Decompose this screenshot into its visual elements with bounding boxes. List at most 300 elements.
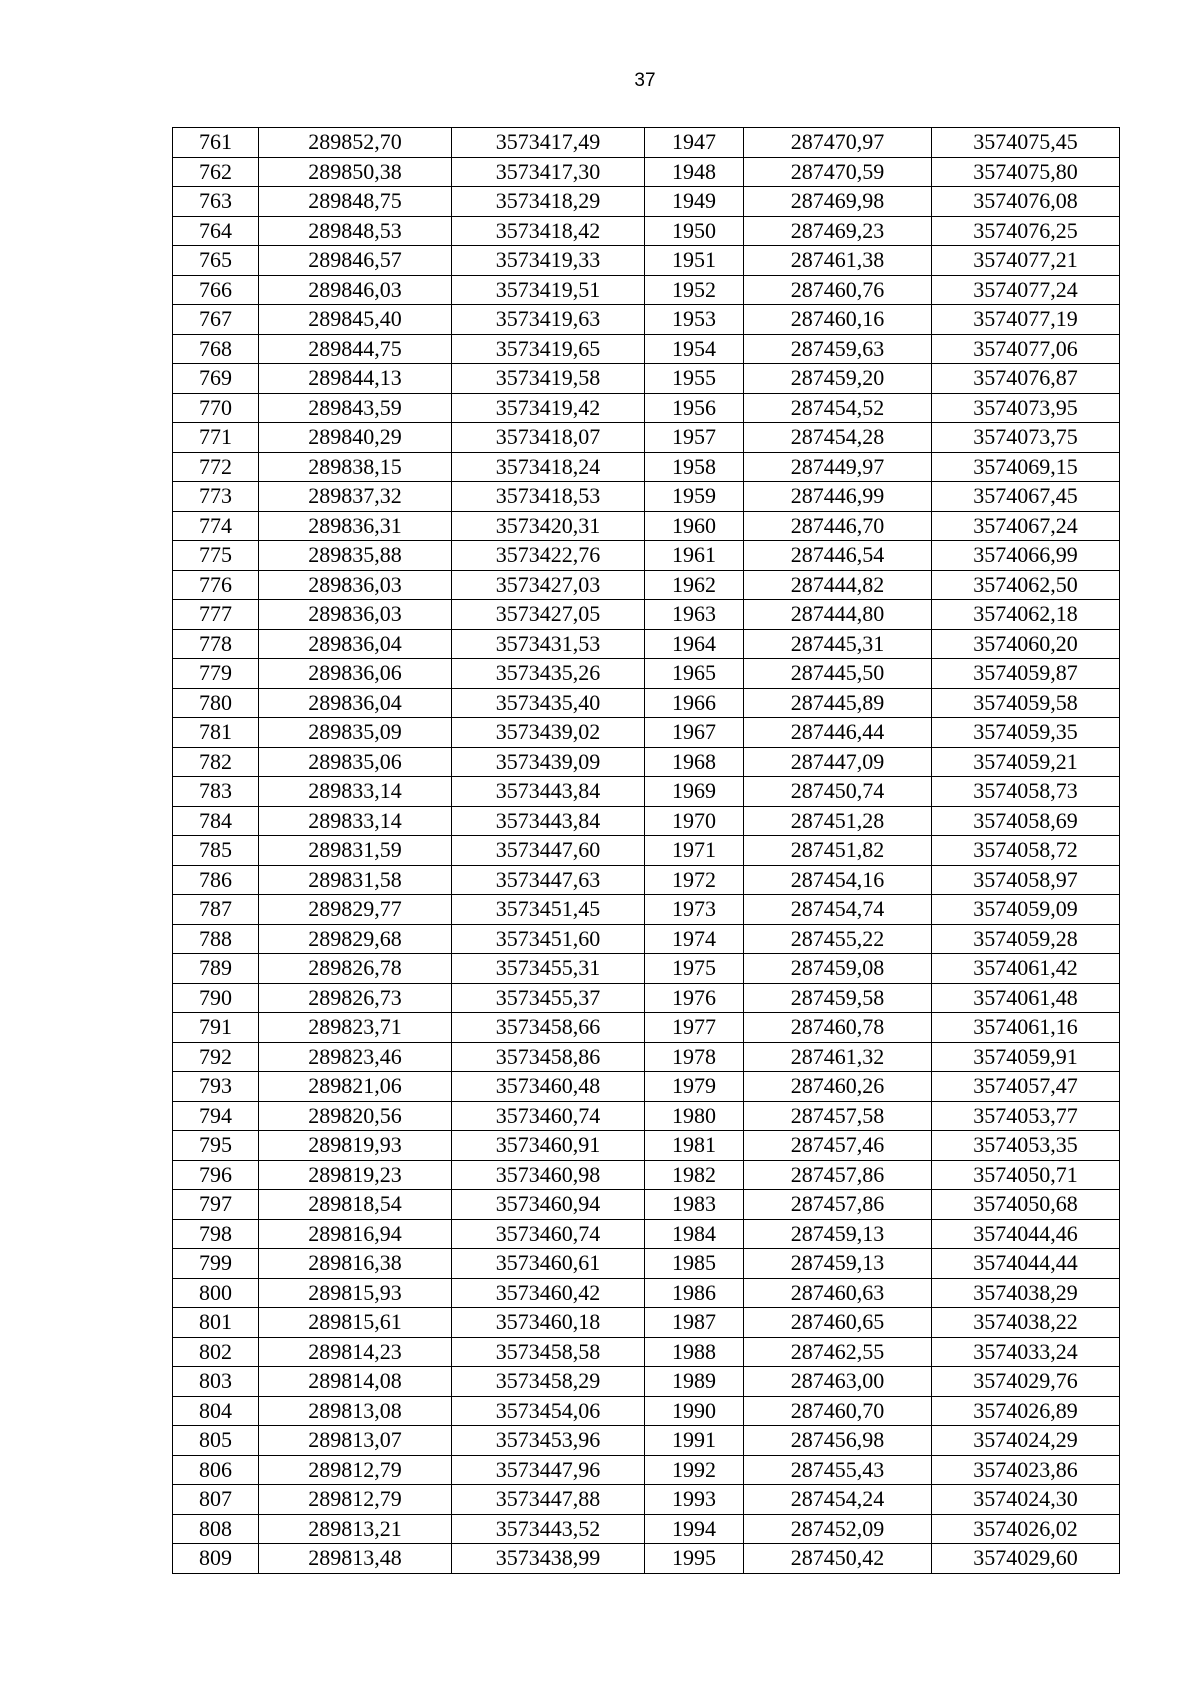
y-coordinate-cell: 3573460,42 <box>452 1278 645 1308</box>
point-number-cell: 796 <box>173 1160 259 1190</box>
x-coordinate-cell: 287460,70 <box>744 1396 932 1426</box>
x-coordinate-cell: 287459,58 <box>744 983 932 1013</box>
x-coordinate-cell: 287460,78 <box>744 1013 932 1043</box>
table-row <box>173 1308 1120 1338</box>
x-coordinate-cell: 289813,08 <box>259 1396 452 1426</box>
x-coordinate-cell: 289816,94 <box>259 1219 452 1249</box>
y-coordinate-cell: 3574066,99 <box>932 541 1120 571</box>
point-number-cell: 805 <box>173 1426 259 1456</box>
y-coordinate-cell: 3574058,69 <box>932 806 1120 836</box>
x-coordinate-cell: 289829,77 <box>259 895 452 925</box>
y-coordinate-cell: 3573460,61 <box>452 1249 645 1279</box>
y-coordinate-cell: 3574075,45 <box>932 128 1120 158</box>
x-coordinate-cell: 287470,59 <box>744 157 932 187</box>
y-coordinate-cell: 3573443,84 <box>452 806 645 836</box>
coordinates-table <box>172 127 1120 1574</box>
x-coordinate-cell: 289846,03 <box>259 275 452 305</box>
point-number-cell: 801 <box>173 1308 259 1338</box>
x-coordinate-cell: 289852,70 <box>259 128 452 158</box>
table-row <box>173 305 1120 335</box>
point-number-cell: 784 <box>173 806 259 836</box>
y-coordinate-cell: 3574044,46 <box>932 1219 1120 1249</box>
point-number-cell: 776 <box>173 570 259 600</box>
point-number-cell: 761 <box>173 128 259 158</box>
x-coordinate-cell: 287457,86 <box>744 1190 932 1220</box>
x-coordinate-cell: 289836,03 <box>259 600 452 630</box>
x-coordinate-cell: 289823,46 <box>259 1042 452 1072</box>
table-row <box>173 1455 1120 1485</box>
y-coordinate-cell: 3573460,18 <box>452 1308 645 1338</box>
table-row <box>173 1072 1120 1102</box>
x-coordinate-cell: 287446,99 <box>744 482 932 512</box>
x-coordinate-cell: 289813,48 <box>259 1544 452 1574</box>
y-coordinate-cell: 3574076,25 <box>932 216 1120 246</box>
y-coordinate-cell: 3574050,68 <box>932 1190 1120 1220</box>
x-coordinate-cell: 287445,50 <box>744 659 932 689</box>
y-coordinate-cell: 3574061,16 <box>932 1013 1120 1043</box>
x-coordinate-cell: 287454,24 <box>744 1485 932 1515</box>
x-coordinate-cell: 287451,82 <box>744 836 932 866</box>
coordinates-table-body <box>173 128 1120 1574</box>
point-number-cell: 783 <box>173 777 259 807</box>
point-number-cell: 803 <box>173 1367 259 1397</box>
point-number-cell: 1974 <box>645 924 744 954</box>
y-coordinate-cell: 3573460,94 <box>452 1190 645 1220</box>
y-coordinate-cell: 3574038,29 <box>932 1278 1120 1308</box>
y-coordinate-cell: 3574057,47 <box>932 1072 1120 1102</box>
x-coordinate-cell: 289821,06 <box>259 1072 452 1102</box>
point-number-cell: 1993 <box>645 1485 744 1515</box>
x-coordinate-cell: 287462,55 <box>744 1337 932 1367</box>
x-coordinate-cell: 289813,21 <box>259 1514 452 1544</box>
x-coordinate-cell: 289815,93 <box>259 1278 452 1308</box>
y-coordinate-cell: 3573458,86 <box>452 1042 645 1072</box>
table-row <box>173 187 1120 217</box>
point-number-cell: 791 <box>173 1013 259 1043</box>
y-coordinate-cell: 3573458,66 <box>452 1013 645 1043</box>
x-coordinate-cell: 289848,75 <box>259 187 452 217</box>
x-coordinate-cell: 289844,13 <box>259 364 452 394</box>
y-coordinate-cell: 3573419,33 <box>452 246 645 276</box>
point-number-cell: 807 <box>173 1485 259 1515</box>
point-number-cell: 800 <box>173 1278 259 1308</box>
point-number-cell: 772 <box>173 452 259 482</box>
point-number-cell: 774 <box>173 511 259 541</box>
point-number-cell: 1955 <box>645 364 744 394</box>
table-row <box>173 983 1120 1013</box>
y-coordinate-cell: 3574026,02 <box>932 1514 1120 1544</box>
y-coordinate-cell: 3574069,15 <box>932 452 1120 482</box>
table-row <box>173 570 1120 600</box>
point-number-cell: 1956 <box>645 393 744 423</box>
x-coordinate-cell: 287446,44 <box>744 718 932 748</box>
point-number-cell: 765 <box>173 246 259 276</box>
x-coordinate-cell: 287463,00 <box>744 1367 932 1397</box>
y-coordinate-cell: 3574059,58 <box>932 688 1120 718</box>
y-coordinate-cell: 3573443,84 <box>452 777 645 807</box>
y-coordinate-cell: 3573427,05 <box>452 600 645 630</box>
y-coordinate-cell: 3574076,87 <box>932 364 1120 394</box>
x-coordinate-cell: 289829,68 <box>259 924 452 954</box>
y-coordinate-cell: 3573419,65 <box>452 334 645 364</box>
table-row <box>173 157 1120 187</box>
x-coordinate-cell: 287444,80 <box>744 600 932 630</box>
x-coordinate-cell: 289835,09 <box>259 718 452 748</box>
x-coordinate-cell: 289835,06 <box>259 747 452 777</box>
point-number-cell: 779 <box>173 659 259 689</box>
point-number-cell: 1995 <box>645 1544 744 1574</box>
x-coordinate-cell: 287461,38 <box>744 246 932 276</box>
table-row <box>173 364 1120 394</box>
x-coordinate-cell: 287469,98 <box>744 187 932 217</box>
x-coordinate-cell: 287469,23 <box>744 216 932 246</box>
y-coordinate-cell: 3573455,37 <box>452 983 645 1013</box>
y-coordinate-cell: 3574059,87 <box>932 659 1120 689</box>
point-number-cell: 1972 <box>645 865 744 895</box>
y-coordinate-cell: 3574033,24 <box>932 1337 1120 1367</box>
y-coordinate-cell: 3574050,71 <box>932 1160 1120 1190</box>
point-number-cell: 804 <box>173 1396 259 1426</box>
point-number-cell: 1968 <box>645 747 744 777</box>
point-number-cell: 769 <box>173 364 259 394</box>
point-number-cell: 1947 <box>645 128 744 158</box>
y-coordinate-cell: 3573418,53 <box>452 482 645 512</box>
point-number-cell: 1981 <box>645 1131 744 1161</box>
x-coordinate-cell: 289836,03 <box>259 570 452 600</box>
table-row <box>173 1219 1120 1249</box>
x-coordinate-cell: 287455,22 <box>744 924 932 954</box>
table-row <box>173 1042 1120 1072</box>
point-number-cell: 793 <box>173 1072 259 1102</box>
y-coordinate-cell: 3573451,60 <box>452 924 645 954</box>
x-coordinate-cell: 289845,40 <box>259 305 452 335</box>
y-coordinate-cell: 3574058,73 <box>932 777 1120 807</box>
x-coordinate-cell: 289846,57 <box>259 246 452 276</box>
point-number-cell: 768 <box>173 334 259 364</box>
x-coordinate-cell: 287454,74 <box>744 895 932 925</box>
point-number-cell: 1992 <box>645 1455 744 1485</box>
x-coordinate-cell: 287452,09 <box>744 1514 932 1544</box>
y-coordinate-cell: 3573447,96 <box>452 1455 645 1485</box>
point-number-cell: 771 <box>173 423 259 453</box>
point-number-cell: 1979 <box>645 1072 744 1102</box>
y-coordinate-cell: 3573460,74 <box>452 1101 645 1131</box>
table-row <box>173 777 1120 807</box>
point-number-cell: 802 <box>173 1337 259 1367</box>
x-coordinate-cell: 289833,14 <box>259 777 452 807</box>
y-coordinate-cell: 3574061,48 <box>932 983 1120 1013</box>
y-coordinate-cell: 3573443,52 <box>452 1514 645 1544</box>
y-coordinate-cell: 3574029,76 <box>932 1367 1120 1397</box>
point-number-cell: 786 <box>173 865 259 895</box>
x-coordinate-cell: 289831,58 <box>259 865 452 895</box>
y-coordinate-cell: 3574044,44 <box>932 1249 1120 1279</box>
x-coordinate-cell: 289814,23 <box>259 1337 452 1367</box>
y-coordinate-cell: 3573417,49 <box>452 128 645 158</box>
y-coordinate-cell: 3573451,45 <box>452 895 645 925</box>
point-number-cell: 1949 <box>645 187 744 217</box>
y-coordinate-cell: 3573419,51 <box>452 275 645 305</box>
x-coordinate-cell: 289844,75 <box>259 334 452 364</box>
y-coordinate-cell: 3574077,19 <box>932 305 1120 335</box>
y-coordinate-cell: 3573460,91 <box>452 1131 645 1161</box>
y-coordinate-cell: 3574077,24 <box>932 275 1120 305</box>
x-coordinate-cell: 287459,13 <box>744 1249 932 1279</box>
x-coordinate-cell: 289816,38 <box>259 1249 452 1279</box>
point-number-cell: 1986 <box>645 1278 744 1308</box>
x-coordinate-cell: 287445,89 <box>744 688 932 718</box>
point-number-cell: 789 <box>173 954 259 984</box>
x-coordinate-cell: 287457,46 <box>744 1131 932 1161</box>
x-coordinate-cell: 287460,65 <box>744 1308 932 1338</box>
table-row <box>173 954 1120 984</box>
point-number-cell: 1983 <box>645 1190 744 1220</box>
y-coordinate-cell: 3573447,60 <box>452 836 645 866</box>
x-coordinate-cell: 287459,13 <box>744 1219 932 1249</box>
y-coordinate-cell: 3574058,72 <box>932 836 1120 866</box>
x-coordinate-cell: 287457,86 <box>744 1160 932 1190</box>
table-row <box>173 423 1120 453</box>
table-row <box>173 1337 1120 1367</box>
x-coordinate-cell: 289819,93 <box>259 1131 452 1161</box>
y-coordinate-cell: 3574062,18 <box>932 600 1120 630</box>
point-number-cell: 1985 <box>645 1249 744 1279</box>
y-coordinate-cell: 3574024,29 <box>932 1426 1120 1456</box>
x-coordinate-cell: 287449,97 <box>744 452 932 482</box>
x-coordinate-cell: 287450,74 <box>744 777 932 807</box>
y-coordinate-cell: 3573447,63 <box>452 865 645 895</box>
y-coordinate-cell: 3573427,03 <box>452 570 645 600</box>
point-number-cell: 1971 <box>645 836 744 866</box>
point-number-cell: 763 <box>173 187 259 217</box>
point-number-cell: 780 <box>173 688 259 718</box>
y-coordinate-cell: 3573453,96 <box>452 1426 645 1456</box>
table-row <box>173 629 1120 659</box>
point-number-cell: 1954 <box>645 334 744 364</box>
y-coordinate-cell: 3574026,89 <box>932 1396 1120 1426</box>
point-number-cell: 766 <box>173 275 259 305</box>
x-coordinate-cell: 289831,59 <box>259 836 452 866</box>
point-number-cell: 778 <box>173 629 259 659</box>
y-coordinate-cell: 3574059,35 <box>932 718 1120 748</box>
x-coordinate-cell: 289833,14 <box>259 806 452 836</box>
x-coordinate-cell: 287460,63 <box>744 1278 932 1308</box>
x-coordinate-cell: 289826,73 <box>259 983 452 1013</box>
x-coordinate-cell: 287457,58 <box>744 1101 932 1131</box>
x-coordinate-cell: 289820,56 <box>259 1101 452 1131</box>
y-coordinate-cell: 3574023,86 <box>932 1455 1120 1485</box>
point-number-cell: 1970 <box>645 806 744 836</box>
point-number-cell: 790 <box>173 983 259 1013</box>
table-row <box>173 246 1120 276</box>
x-coordinate-cell: 289837,32 <box>259 482 452 512</box>
y-coordinate-cell: 3573418,07 <box>452 423 645 453</box>
point-number-cell: 808 <box>173 1514 259 1544</box>
x-coordinate-cell: 289819,23 <box>259 1160 452 1190</box>
y-coordinate-cell: 3573419,63 <box>452 305 645 335</box>
point-number-cell: 1963 <box>645 600 744 630</box>
y-coordinate-cell: 3573458,58 <box>452 1337 645 1367</box>
point-number-cell: 809 <box>173 1544 259 1574</box>
point-number-cell: 1953 <box>645 305 744 335</box>
y-coordinate-cell: 3573455,31 <box>452 954 645 984</box>
x-coordinate-cell: 287470,97 <box>744 128 932 158</box>
table-row <box>173 1278 1120 1308</box>
y-coordinate-cell: 3573460,74 <box>452 1219 645 1249</box>
y-coordinate-cell: 3573431,53 <box>452 629 645 659</box>
point-number-cell: 1976 <box>645 983 744 1013</box>
y-coordinate-cell: 3574024,30 <box>932 1485 1120 1515</box>
table-row <box>173 600 1120 630</box>
point-number-cell: 1951 <box>645 246 744 276</box>
y-coordinate-cell: 3574073,95 <box>932 393 1120 423</box>
y-coordinate-cell: 3574076,08 <box>932 187 1120 217</box>
point-number-cell: 1966 <box>645 688 744 718</box>
table-row <box>173 1514 1120 1544</box>
point-number-cell: 792 <box>173 1042 259 1072</box>
x-coordinate-cell: 289814,08 <box>259 1367 452 1397</box>
page-number: 37 <box>634 70 656 91</box>
x-coordinate-cell: 287454,52 <box>744 393 932 423</box>
y-coordinate-cell: 3573435,26 <box>452 659 645 689</box>
point-number-cell: 806 <box>173 1455 259 1485</box>
point-number-cell: 1987 <box>645 1308 744 1338</box>
table-row <box>173 1249 1120 1279</box>
y-coordinate-cell: 3574073,75 <box>932 423 1120 453</box>
x-coordinate-cell: 289813,07 <box>259 1426 452 1456</box>
point-number-cell: 1988 <box>645 1337 744 1367</box>
y-coordinate-cell: 3574061,42 <box>932 954 1120 984</box>
y-coordinate-cell: 3573454,06 <box>452 1396 645 1426</box>
point-number-cell: 799 <box>173 1249 259 1279</box>
y-coordinate-cell: 3574058,97 <box>932 865 1120 895</box>
table-row <box>173 1190 1120 1220</box>
table-row <box>173 1544 1120 1574</box>
y-coordinate-cell: 3574077,06 <box>932 334 1120 364</box>
point-number-cell: 777 <box>173 600 259 630</box>
table-row <box>173 482 1120 512</box>
x-coordinate-cell: 287460,76 <box>744 275 932 305</box>
y-coordinate-cell: 3574062,50 <box>932 570 1120 600</box>
x-coordinate-cell: 287454,28 <box>744 423 932 453</box>
table-row <box>173 1160 1120 1190</box>
y-coordinate-cell: 3573435,40 <box>452 688 645 718</box>
y-coordinate-cell: 3574067,24 <box>932 511 1120 541</box>
y-coordinate-cell: 3573419,58 <box>452 364 645 394</box>
table-row <box>173 541 1120 571</box>
y-coordinate-cell: 3574059,91 <box>932 1042 1120 1072</box>
point-number-cell: 1984 <box>645 1219 744 1249</box>
point-number-cell: 1977 <box>645 1013 744 1043</box>
x-coordinate-cell: 289838,15 <box>259 452 452 482</box>
point-number-cell: 762 <box>173 157 259 187</box>
x-coordinate-cell: 289815,61 <box>259 1308 452 1338</box>
x-coordinate-cell: 289826,78 <box>259 954 452 984</box>
x-coordinate-cell: 287455,43 <box>744 1455 932 1485</box>
table-row <box>173 452 1120 482</box>
point-number-cell: 797 <box>173 1190 259 1220</box>
point-number-cell: 1957 <box>645 423 744 453</box>
x-coordinate-cell: 287456,98 <box>744 1426 932 1456</box>
y-coordinate-cell: 3574029,60 <box>932 1544 1120 1574</box>
point-number-cell: 1960 <box>645 511 744 541</box>
x-coordinate-cell: 287447,09 <box>744 747 932 777</box>
y-coordinate-cell: 3573418,24 <box>452 452 645 482</box>
point-number-cell: 767 <box>173 305 259 335</box>
y-coordinate-cell: 3573418,42 <box>452 216 645 246</box>
point-number-cell: 1964 <box>645 629 744 659</box>
point-number-cell: 785 <box>173 836 259 866</box>
x-coordinate-cell: 287444,82 <box>744 570 932 600</box>
y-coordinate-cell: 3573438,99 <box>452 1544 645 1574</box>
y-coordinate-cell: 3573422,76 <box>452 541 645 571</box>
x-coordinate-cell: 289840,29 <box>259 423 452 453</box>
table-row <box>173 1396 1120 1426</box>
point-number-cell: 1973 <box>645 895 744 925</box>
table-row <box>173 924 1120 954</box>
table-row <box>173 747 1120 777</box>
point-number-cell: 787 <box>173 895 259 925</box>
y-coordinate-cell: 3573418,29 <box>452 187 645 217</box>
y-coordinate-cell: 3574059,09 <box>932 895 1120 925</box>
table-row <box>173 275 1120 305</box>
y-coordinate-cell: 3574038,22 <box>932 1308 1120 1338</box>
point-number-cell: 1982 <box>645 1160 744 1190</box>
x-coordinate-cell: 289843,59 <box>259 393 452 423</box>
x-coordinate-cell: 287461,32 <box>744 1042 932 1072</box>
x-coordinate-cell: 289818,54 <box>259 1190 452 1220</box>
x-coordinate-cell: 287451,28 <box>744 806 932 836</box>
x-coordinate-cell: 287450,42 <box>744 1544 932 1574</box>
x-coordinate-cell: 287460,26 <box>744 1072 932 1102</box>
y-coordinate-cell: 3573460,98 <box>452 1160 645 1190</box>
x-coordinate-cell: 289812,79 <box>259 1485 452 1515</box>
table-row <box>173 836 1120 866</box>
table-row <box>173 511 1120 541</box>
y-coordinate-cell: 3574060,20 <box>932 629 1120 659</box>
table-row <box>173 806 1120 836</box>
point-number-cell: 1958 <box>645 452 744 482</box>
table-row <box>173 865 1120 895</box>
x-coordinate-cell: 289835,88 <box>259 541 452 571</box>
x-coordinate-cell: 289812,79 <box>259 1455 452 1485</box>
point-number-cell: 775 <box>173 541 259 571</box>
point-number-cell: 1950 <box>645 216 744 246</box>
point-number-cell: 770 <box>173 393 259 423</box>
point-number-cell: 1978 <box>645 1042 744 1072</box>
table-row <box>173 1013 1120 1043</box>
y-coordinate-cell: 3574075,80 <box>932 157 1120 187</box>
point-number-cell: 1965 <box>645 659 744 689</box>
y-coordinate-cell: 3573460,48 <box>452 1072 645 1102</box>
point-number-cell: 1961 <box>645 541 744 571</box>
point-number-cell: 794 <box>173 1101 259 1131</box>
y-coordinate-cell: 3573447,88 <box>452 1485 645 1515</box>
table-row <box>173 334 1120 364</box>
y-coordinate-cell: 3573420,31 <box>452 511 645 541</box>
point-number-cell: 782 <box>173 747 259 777</box>
table-row <box>173 1101 1120 1131</box>
y-coordinate-cell: 3573417,30 <box>452 157 645 187</box>
y-coordinate-cell: 3574059,21 <box>932 747 1120 777</box>
table-row <box>173 688 1120 718</box>
x-coordinate-cell: 287459,20 <box>744 364 932 394</box>
point-number-cell: 1962 <box>645 570 744 600</box>
point-number-cell: 1994 <box>645 1514 744 1544</box>
x-coordinate-cell: 289823,71 <box>259 1013 452 1043</box>
point-number-cell: 764 <box>173 216 259 246</box>
point-number-cell: 1959 <box>645 482 744 512</box>
